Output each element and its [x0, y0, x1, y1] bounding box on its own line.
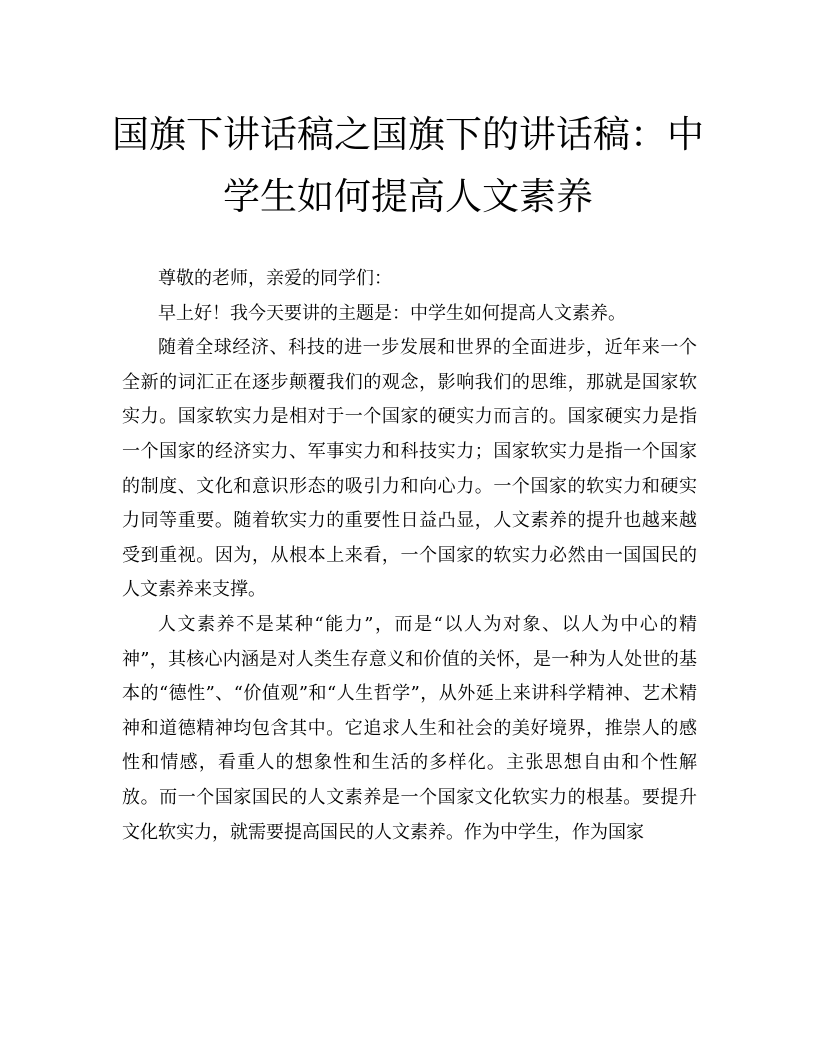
- greeting-paragraph: 早上好！我今天要讲的主题是：中学生如何提高人文素养。: [158, 302, 626, 324]
- document-body: [122, 262, 697, 850]
- salutation-paragraph: 尊敬的老师，亲爱的同学们：: [158, 268, 392, 289]
- document-title: 国旗下讲话稿之国旗下的讲话稿：中学生如何提高人文素养: [112, 113, 704, 218]
- humanities-paragraph: 人文素养不是某种“能力”，而是“以人为对象、以人为中心的精神”，其核心内涵是对人类生存意义和价值的关怀，是一种为人处世的基本的“德性”、“价值观”和“人生哲学”，从外延上来讲科学精神、艺术精神和道德精神均包含其中。它追求人生和社会的美好境界，推崇人的感性和情感，看重人的想象性和生活的多样化。主张思想自由和个性解放。而一个国家国民的人文素养是一个国家文化软实力的根基。要提升文化软实力，就需要提高国民的人文素养。作为中学生，作为国家: [122, 613, 697, 843]
- soft-power-paragraph: 随着全球经济、科技的进一步发展和世界的全面进步，近年来一个全新的词汇正在逐步颠覆我们的观念，影响我们的思维，那就是国家软实力。国家软实力是相对于一个国家的硬实力而言的。国家硬实力是指一个国家的经济实力、军事实力和科技实力；国家软实力是指一个国家的制度、文化和意识形态的吸引力和向心力。一个国家的软实力和硬实力同等重要。随着软实力的重要性日益凸显，人文素养的提升也越来越受到重视。因为，从根本上来看，一个国家的软实力必然由一国国民的人文素养来支撑。: [122, 337, 697, 601]
